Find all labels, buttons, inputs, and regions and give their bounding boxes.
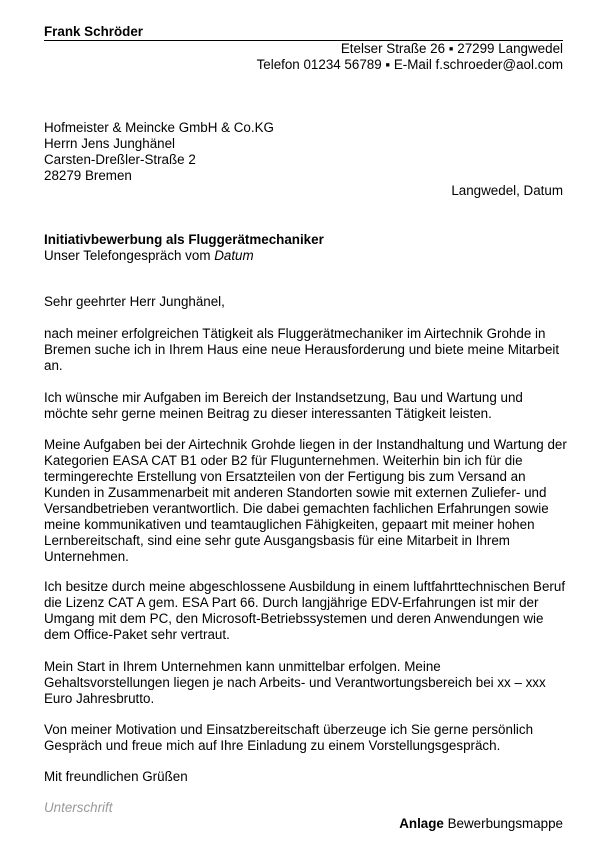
enclosure-label: Anlage	[399, 816, 444, 831]
enclosure	[399, 816, 563, 832]
sender-name: Frank Schröder	[44, 24, 143, 39]
recipient-street: Carsten-Dreßler-Straße 2	[44, 152, 196, 167]
body-paragraph-5: Mein Start in Ihrem Unternehmen kann unmittelbar erfolgen. Meine Gehaltsvorstellungen liegen je nach Arbeits- und Verantwortungsbereich bei xx – xxx Euro Jahresbrutto.	[44, 659, 546, 706]
recipient-address-block	[44, 120, 274, 184]
recipient-company: Hofmeister & Meincke GmbH & Co.KG	[44, 120, 274, 135]
body-paragraph-2: Ich wünsche mir Aufgaben im Bereich der Instandsetzung, Bau und Wartung und möchte sehr gerne meinen Beitrag zu dieser interessanten Tätigkeit leisten.	[44, 390, 523, 421]
place-date: Langwedel, Datum	[451, 183, 563, 198]
closing: Mit freundlichen Grüßen	[44, 769, 188, 784]
subject-reference	[44, 248, 254, 264]
sender-contact: Telefon 01234 56789 ▪ E-Mail f.schroeder@aol.com	[256, 57, 563, 72]
salutation: Sehr geehrter Herr Junghänel,	[44, 294, 225, 309]
subject-reference-prefix: Unser Telefongespräch vom	[44, 248, 215, 263]
sender-address: Etelser Straße 26 ▪ 27299 Langwedel	[340, 41, 563, 56]
body-paragraph-3: Meine Aufgaben bei der Airtechnik Grohde liegen in der Instandhaltung und Wartung der Kategorien EASA CAT B1 oder B2 für Flugunternehmen. Weiterhin bin ich für die termingerechte Erstellung von Ersatzteilen von der Fertigung bis zum Versand an Kunden in Zusammenarbeit mit anderen Standorten sowie mit externen Zuliefer- und Versandbetrieben verantwortlich. Die dabei gemachten fachlichen Erfahrungen sowie meine kommunikativen und teamtauglichen Fähigkeiten, gepaart mit meiner hohen Lernbereitschaft, sind eine sehr gute Ausgangsbasis für eine Mitarbeit in Ihrem Unternehmen.	[44, 437, 567, 564]
recipient-city: 28279 Bremen	[44, 168, 132, 183]
signature-placeholder: Unterschrift	[44, 800, 113, 815]
enclosure-text: Bewerbungsmappe	[447, 816, 563, 831]
subject-reference-date: Datum	[214, 248, 254, 263]
recipient-person: Herrn Jens Junghänel	[44, 136, 176, 151]
body-paragraph-1: nach meiner erfolgreichen Tätigkeit als Fluggerätmechaniker im Airtechnik Grohde in Bremen suche ich in Ihrem Haus eine neue Herausforderung und biete meine Mitarbeit an.	[44, 326, 560, 373]
body-paragraph-4: Ich besitze durch meine abgeschlossene Ausbildung in einem luftfahrttechnischen Beruf die Lizenz CAT A gem. ESA Part 66. Durch langjährige EDV-Erfahrungen ist mir der Umgang mit dem PC, den Microsoft-Betriebssystemen und deren Anwendungen wie dem Office-Paket sehr vertraut.	[44, 579, 566, 642]
subject-title: Initiativbewerbung als Fluggerätmechaniker	[44, 232, 324, 247]
body-paragraph-6: Von meiner Motivation und Einsatzbereitschaft überzeuge ich Sie gerne persönlich Gespräch und freue mich auf Ihre Einladung zu einem Vorstellungsgespräch.	[44, 722, 534, 753]
